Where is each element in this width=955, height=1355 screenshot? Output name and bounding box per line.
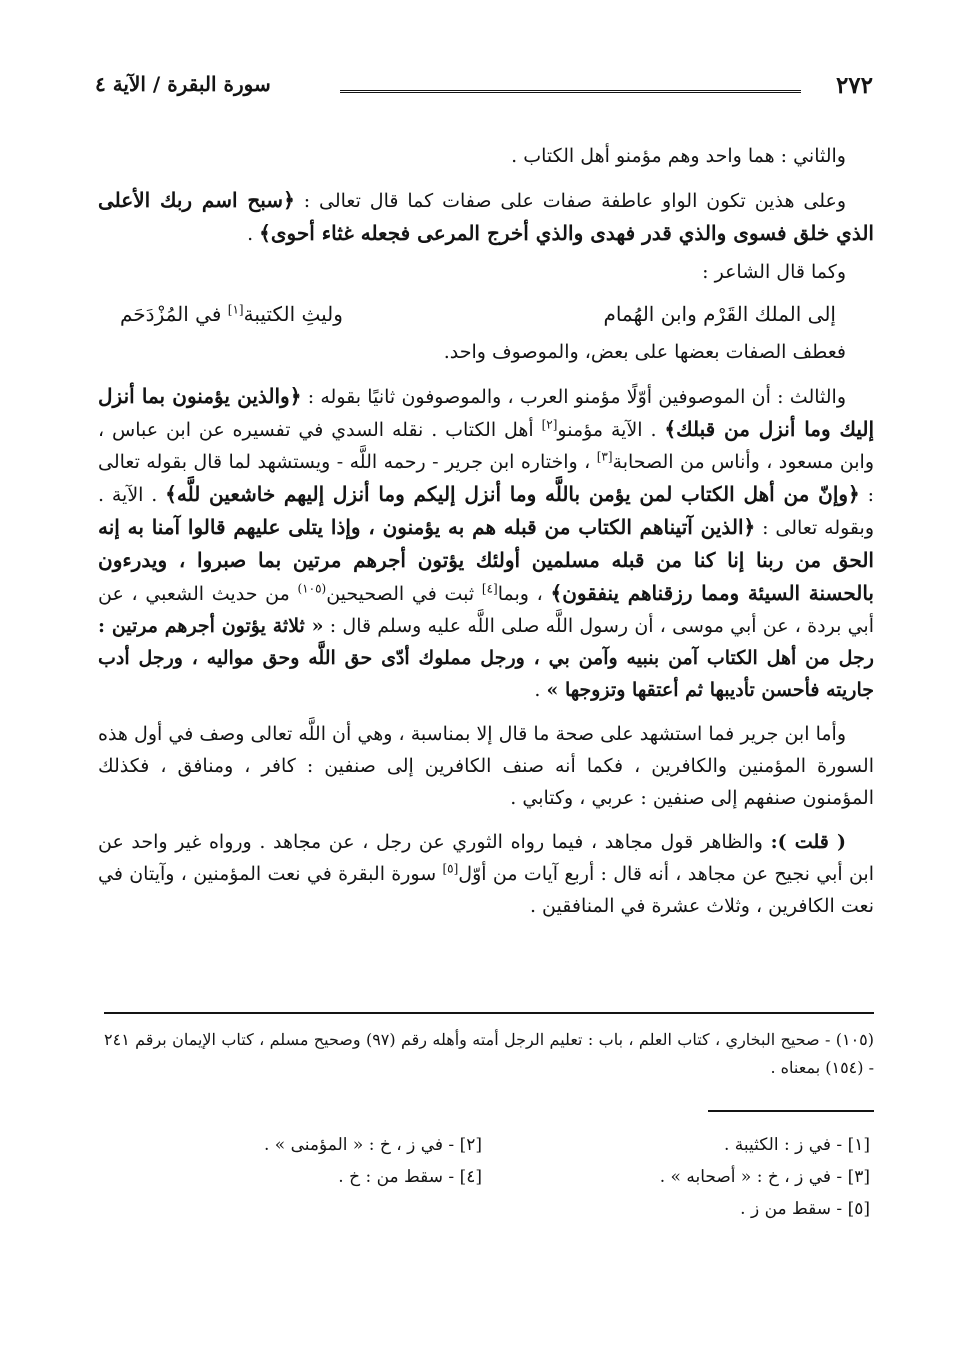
main-text [98,140,874,934]
quran-quote: ﴿الذين آتيناهم الكتاب من قبله هم به يؤمنون ، وإذا يتلى عليهم قالوا آمنا به إنه الحق من ربنا إنا كنا من قبله مسلمين أولئك يؤتون أجرهم مرتين بما صبروا ، ويدرءون بالحسنة السيئة ومما رزقناهم ينفقون﴾ [98,515,874,605]
paragraph-text: . الآية . وبقوله تعالى : [98,484,875,539]
quran-quote: ﴿سبح اسم ربك الأعلى الذي خلق فسوى والذي قدر فهدى والذي أخرج المرعى فجعله غثاء أحوى﴾ [98,188,874,245]
variant-marker: [٥] [442,861,459,876]
variants-divider [708,1110,874,1112]
paragraph-author-note [98,826,874,922]
variant-marker: [٢] [541,417,558,432]
verse-first-hemistich: إلى الملك القَرْم وابن الهُمام [603,302,836,326]
paragraph-text: وعلى هذين تكون الواو عاطفة صفات على صفات كما قال تعالى : [303,190,846,212]
paragraph-poet-intro: وكما قال الشاعر : [702,261,846,283]
running-title: سورة البقرة / الآية ٤ [95,72,271,96]
variant-note-1: [١] - في ز : الكثيبة . [723,1135,870,1155]
variant-marker: [٣] [596,449,613,464]
paragraph-ibn-jarir: وأما ابن جرير فما استشهد على صحة ما قال إلا بمناسبة ، وهي أن اللَّه تعالى وصف في أول هذه السورة المؤمنين والكافرين ، فكما أنه صنف الكافرين إلى صنفين : كافر ، ومنافق ، فكذلك المؤمنون صنفهم إلى صنفين : عربي ، وكتابي . [98,723,874,809]
paragraph-conjunction [98,184,874,250]
variant-note-3: [٣] - في ز ، خ : « أصحابه » . [659,1167,870,1187]
paragraph-text: أهل الكتاب . نقله السدي في تفسيره عن ابن عباس ، وابن مسعود ، وأناس من الصحابة [98,419,874,473]
punctuation: . [534,679,547,701]
verse-text: وليثِ الكتيبة [243,302,343,326]
poetry-verse [98,294,874,334]
paragraph-second-view: والثاني : هما واحد وهم مؤمنو أهل الكتاب . [511,145,846,167]
variant-marker: [١] [227,302,244,317]
punctuation: . [247,223,260,245]
paragraph-text: ، وبما [497,583,551,605]
header-rule [340,90,801,97]
paragraph-text: من حديث الشعبي ، عن أبي بردة ، عن أبي موسى ، أن رسول اللَّه صلى اللَّه عليه وسلم قال : [98,583,874,637]
verse-text: في المُزْدَحَم [120,302,228,326]
paragraph-text: والظاهر قول مجاهد ، فيما رواه الثوري عن رجل ، عن مجاهد . ورواه غير واحد عن ابن أبي نجيح عن مجاهد ، أنه قال : أربع آيات من أوّل [98,831,874,885]
paragraph-text: سورة البقرة في نعت المؤمنين ، وآيتان في نعت الكافرين ، وثلاث عشرة في المنافقين . [98,863,874,917]
quran-quote: ﴿وإنّ من أهل الكتاب لمن يؤمن باللَّه وما أنزل إليكم وما أنزل إليهم خاشعين للَّه﴾ [165,482,860,506]
variant-marker: [٤] [481,581,498,596]
variant-note-2: [٢] - في ز ، خ : « المؤمنى » . [263,1135,482,1155]
variant-note-5: [٥] - سقط من ز . [740,1199,870,1219]
paragraph-text: . الآية مؤمنو [557,419,665,441]
author-note-label: ( قلت ): [770,831,846,853]
footnote: (١٠٥) - صحيح البخاري ، كتاب العلم ، باب : تعليم الرجل أمته وأهله رقم (٩٧) وصحيح مسلم ، كتاب الإيمان برقم ٢٤١ - (١٥٤) بمعناه . [104,1030,874,1077]
quran-quote: ﴿والذين يؤمنون بما أنزل إليك وما أنزل من قبلك﴾ [98,384,875,441]
hadith-quote: « ثلاثة يؤتون أجرهم مرتين : رجل من أهل الكتاب آمن بنبيه وآمن بي ، ورجل مملوك أدّى حق اللَّه وحق مواليه ، ورجل أدب جاريته فأحسن تأديبها ثم أعتقها وتزوجها » [98,615,874,701]
paragraph-text: ، واختاره ابن جرير - رحمه اللَّه - ويستشهد لما قال بقوله تعالى : [98,451,874,506]
variant-note-4: [٤] - سقط من : خ . [338,1167,482,1187]
verse-second-hemistich [120,294,343,334]
paragraph-text: ثبت في الصحيحين [326,583,482,605]
paragraph-third-view [98,380,874,706]
footnote-reference: (١٠٥) [297,581,327,596]
footnote-divider [104,1012,874,1014]
paragraph-text: والثالث : أن الموصوفين أوّلًا مؤمنو العرب ، والموصوفون ثانيًا بقوله : [307,386,846,408]
paragraph-attributes: فعطف الصفات بعضها على بعض، والموصوف واحد. [443,341,846,363]
page-header [95,70,873,110]
page-number: ٢٧٢ [835,72,873,99]
